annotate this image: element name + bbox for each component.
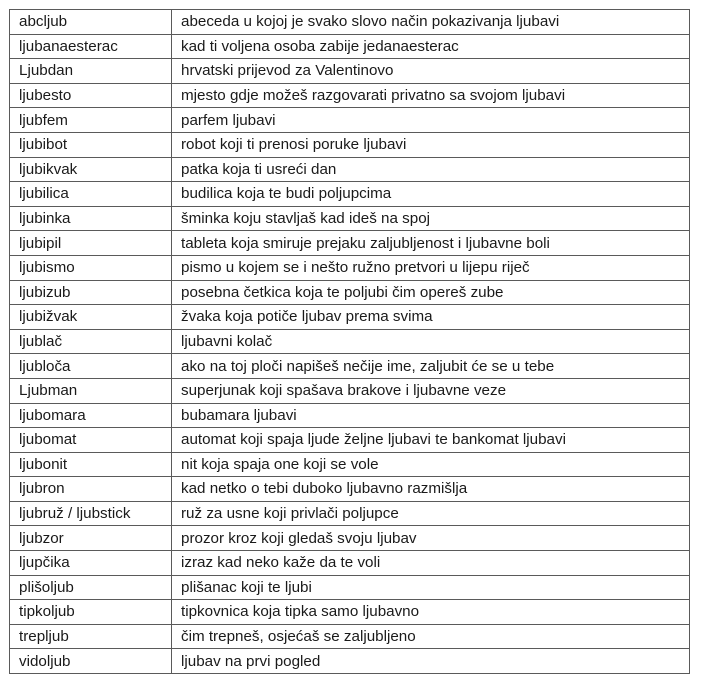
term-cell: ljubismo	[10, 255, 172, 280]
definition-cell: nit koja spaja one koji se vole	[172, 452, 690, 477]
term-cell: ljubikvak	[10, 157, 172, 182]
term-cell: Ljubdan	[10, 59, 172, 84]
definition-cell: ruž za usne koji privlači poljupce	[172, 501, 690, 526]
table-row	[10, 378, 690, 403]
term-cell: ljublač	[10, 329, 172, 354]
term-cell: ljubižvak	[10, 305, 172, 330]
glossary-body	[10, 10, 690, 674]
definition-cell: hrvatski prijevod za Valentinovo	[172, 59, 690, 84]
table-row	[10, 83, 690, 108]
term-cell: tipkoljub	[10, 600, 172, 625]
definition-cell: prozor kroz koji gledaš svoju ljubav	[172, 526, 690, 551]
definition-cell: superjunak koji spašava brakove i ljubavne veze	[172, 378, 690, 403]
definition-cell: ljubav na prvi pogled	[172, 649, 690, 674]
definition-cell: kad ti voljena osoba zabije jedanaesterac	[172, 34, 690, 59]
term-cell: ljubruž / ljubstick	[10, 501, 172, 526]
glossary-table	[9, 9, 690, 674]
definition-cell: patka koja ti usreći dan	[172, 157, 690, 182]
table-row	[10, 551, 690, 576]
table-row	[10, 649, 690, 674]
term-cell: ljubanaesterac	[10, 34, 172, 59]
table-row	[10, 575, 690, 600]
table-row	[10, 157, 690, 182]
term-cell: trepljub	[10, 624, 172, 649]
table-row	[10, 624, 690, 649]
table-row	[10, 255, 690, 280]
definition-cell: pismo u kojem se i nešto ružno pretvori u lijepu riječ	[172, 255, 690, 280]
definition-cell: ljubavni kolač	[172, 329, 690, 354]
term-cell: ljubipil	[10, 231, 172, 256]
term-cell: ljupčika	[10, 551, 172, 576]
definition-cell: tipkovnica koja tipka samo ljubavno	[172, 600, 690, 625]
definition-cell: šminka koju stavljaš kad ideš na spoj	[172, 206, 690, 231]
definition-cell: čim trepneš, osjećaš se zaljubljeno	[172, 624, 690, 649]
term-cell: vidoljub	[10, 649, 172, 674]
term-cell: ljubloča	[10, 354, 172, 379]
definition-cell: abeceda u kojoj je svako slovo način pokazivanja ljubavi	[172, 10, 690, 35]
term-cell: ljubilica	[10, 182, 172, 207]
definition-cell: izraz kad neko kaže da te voli	[172, 551, 690, 576]
table-row	[10, 600, 690, 625]
term-cell: ljubomara	[10, 403, 172, 428]
table-row	[10, 329, 690, 354]
term-cell: Ljubman	[10, 378, 172, 403]
definition-cell: kad netko o tebi duboko ljubavno razmišlja	[172, 477, 690, 502]
definition-cell: žvaka koja potiče ljubav prema svima	[172, 305, 690, 330]
term-cell: ljubonit	[10, 452, 172, 477]
definition-cell: budilica koja te budi poljupcima	[172, 182, 690, 207]
definition-cell: parfem ljubavi	[172, 108, 690, 133]
table-row	[10, 354, 690, 379]
definition-cell: ako na toj ploči napišeš nečije ime, zaljubit će se u tebe	[172, 354, 690, 379]
table-row	[10, 59, 690, 84]
table-row	[10, 452, 690, 477]
term-cell: ljubomat	[10, 428, 172, 453]
table-row	[10, 34, 690, 59]
table-row	[10, 428, 690, 453]
term-cell: ljubron	[10, 477, 172, 502]
term-cell: ljubizub	[10, 280, 172, 305]
term-cell: ljubinka	[10, 206, 172, 231]
definition-cell: bubamara ljubavi	[172, 403, 690, 428]
table-row	[10, 477, 690, 502]
term-cell: ljubesto	[10, 83, 172, 108]
definition-cell: tableta koja smiruje prejaku zaljubljenost i ljubavne boli	[172, 231, 690, 256]
table-row	[10, 403, 690, 428]
table-row	[10, 231, 690, 256]
definition-cell: plišanac koji te ljubi	[172, 575, 690, 600]
table-row	[10, 305, 690, 330]
term-cell: ljubfem	[10, 108, 172, 133]
table-row	[10, 280, 690, 305]
term-cell: ljubibot	[10, 132, 172, 157]
table-row	[10, 10, 690, 35]
table-row	[10, 206, 690, 231]
definition-cell: automat koji spaja ljude željne ljubavi te bankomat ljubavi	[172, 428, 690, 453]
table-row	[10, 108, 690, 133]
table-row	[10, 132, 690, 157]
table-row	[10, 501, 690, 526]
term-cell: ljubzor	[10, 526, 172, 551]
table-row	[10, 182, 690, 207]
definition-cell: mjesto gdje možeš razgovarati privatno sa svojom ljubavi	[172, 83, 690, 108]
definition-cell: robot koji ti prenosi poruke ljubavi	[172, 132, 690, 157]
term-cell: abcljub	[10, 10, 172, 35]
definition-cell: posebna četkica koja te poljubi čim opereš zube	[172, 280, 690, 305]
term-cell: plišoljub	[10, 575, 172, 600]
table-row	[10, 526, 690, 551]
